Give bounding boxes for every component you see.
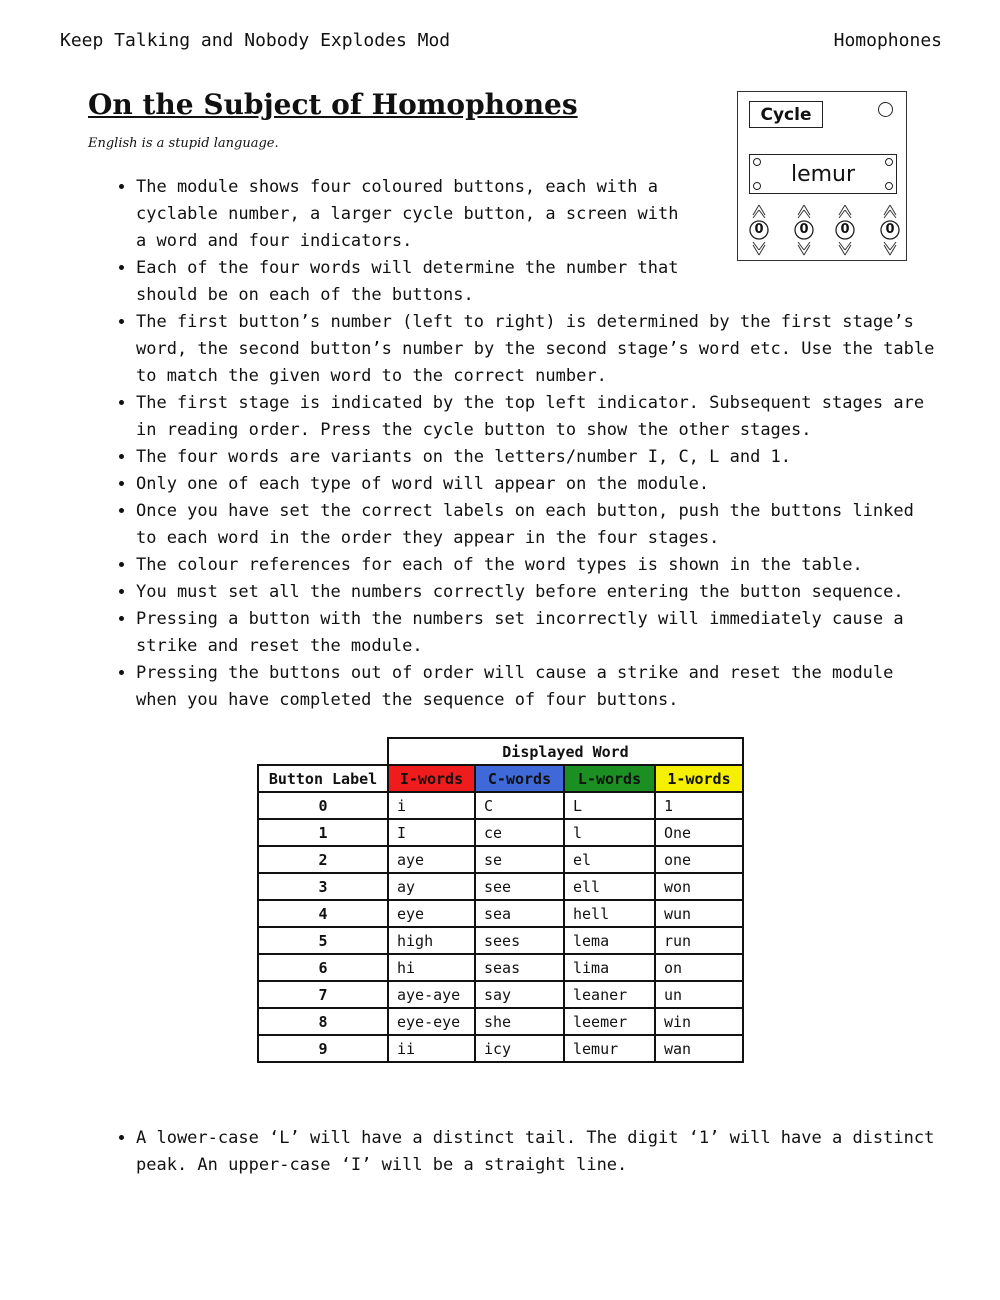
- page-title: On the Subject of Homophones: [88, 88, 578, 121]
- word-cell: on: [655, 954, 743, 981]
- word-cell: leaner: [564, 981, 655, 1008]
- table-row: [258, 981, 743, 1008]
- button-number: 0: [799, 222, 809, 237]
- word-cell: un: [655, 981, 743, 1008]
- button-label-cell: 8: [258, 1008, 388, 1035]
- stage-indicator-icon: [885, 158, 893, 166]
- word-cell: see: [475, 873, 564, 900]
- word-cell: hell: [564, 900, 655, 927]
- word-cell: run: [655, 927, 743, 954]
- button-label-cell: 9: [258, 1035, 388, 1062]
- rules-list: [118, 174, 936, 714]
- rule-item: • You must set all the numbers correctly before entering the button sequence.: [136, 579, 936, 606]
- rule-item: • Pressing the buttons out of order will cause a strike and reset the module when you have completed the sequence of four buttons.: [136, 660, 936, 714]
- word-cell: icy: [475, 1035, 564, 1062]
- word-cell: sea: [475, 900, 564, 927]
- button-label-cell: 3: [258, 873, 388, 900]
- rule-item: • The colour references for each of the word types is shown in the table.: [136, 552, 936, 579]
- word-cell: say: [475, 981, 564, 1008]
- table-corner: [258, 738, 388, 765]
- homophones-table: [257, 737, 744, 1063]
- stage-led-icon: [878, 102, 893, 117]
- button-number: 0: [754, 222, 764, 237]
- word-cell: se: [475, 846, 564, 873]
- footnote-list: [118, 1125, 936, 1179]
- word-cell: ii: [388, 1035, 475, 1062]
- word-cell: aye-aye: [388, 981, 475, 1008]
- i-words-header: I-words: [388, 765, 475, 792]
- word-cell: ay: [388, 873, 475, 900]
- screen-word: lemur: [790, 161, 856, 187]
- table-row: [258, 846, 743, 873]
- word-cell: sees: [475, 927, 564, 954]
- table-body: [258, 792, 743, 1062]
- word-cell: wan: [655, 1035, 743, 1062]
- word-cell: lema: [564, 927, 655, 954]
- l-words-header: L-words: [564, 765, 655, 792]
- c-words-header: C-words: [475, 765, 564, 792]
- flavor-text: English is a stupid language.: [88, 136, 279, 151]
- cycle-button: Cycle: [749, 101, 823, 128]
- table-row: [258, 819, 743, 846]
- one-words-header: 1-words: [655, 765, 743, 792]
- rule-item: • The module shows four coloured buttons, each with a cyclable number, a larger cycle button, a screen with a word and four indicators.: [136, 174, 696, 255]
- button-label-header: Button Label: [258, 765, 388, 792]
- header-module-name: Homophones: [833, 30, 942, 51]
- word-cell: leemer: [564, 1008, 655, 1035]
- word-cell: aye: [388, 846, 475, 873]
- word-cell: i: [388, 792, 475, 819]
- header-mod-name: Keep Talking and Nobody Explodes Mod: [60, 30, 451, 51]
- word-cell: el: [564, 846, 655, 873]
- word-cell: eye-eye: [388, 1008, 475, 1035]
- button-label-cell: 0: [258, 792, 388, 819]
- button-number: 0: [885, 222, 895, 237]
- rule-item: • Each of the four words will determine the number that should be on each of the buttons.: [136, 255, 696, 309]
- word-cell: I: [388, 819, 475, 846]
- word-cell: eye: [388, 900, 475, 927]
- word-cell: l: [564, 819, 655, 846]
- word-cell: 1: [655, 792, 743, 819]
- table-row: [258, 1008, 743, 1035]
- button-number: 0: [840, 222, 850, 237]
- table-row: [258, 954, 743, 981]
- table-row: [258, 1035, 743, 1062]
- button-label-cell: 6: [258, 954, 388, 981]
- footnote-item: • A lower-case ‘L’ will have a distinct tail. The digit ‘1’ will have a distinct peak. An upper-case ‘I’ will be a straight line.: [136, 1125, 936, 1179]
- rule-item: • Pressing a button with the numbers set incorrectly will immediately cause a strike and reset the module.: [136, 606, 936, 660]
- rule-item: • The four words are variants on the letters/number I, C, L and 1.: [136, 444, 936, 471]
- word-cell: one: [655, 846, 743, 873]
- word-cell: C: [475, 792, 564, 819]
- word-cell: lemur: [564, 1035, 655, 1062]
- rule-item: • The first stage is indicated by the top left indicator. Subsequent stages are in reading order. Press the cycle button to show the other stages.: [136, 390, 936, 444]
- word-cell: L: [564, 792, 655, 819]
- word-cell: wun: [655, 900, 743, 927]
- word-cell: lima: [564, 954, 655, 981]
- word-cell: seas: [475, 954, 564, 981]
- word-cell: ce: [475, 819, 564, 846]
- rule-item: • The first button’s number (left to right) is determined by the first stage’s word, the second button’s number by the second stage’s word etc. Use the table to match the given word to the correct number.: [136, 309, 936, 390]
- button-label-cell: 5: [258, 927, 388, 954]
- word-cell: win: [655, 1008, 743, 1035]
- displayed-word-header: Displayed Word: [388, 738, 743, 765]
- table-row: [258, 792, 743, 819]
- table-row: [258, 927, 743, 954]
- button-label-cell: 4: [258, 900, 388, 927]
- table-row: [258, 900, 743, 927]
- word-cell: hi: [388, 954, 475, 981]
- rule-item: • Once you have set the correct labels on each button, push the buttons linked to each word in the order they appear in the four stages.: [136, 498, 936, 552]
- button-label-cell: 7: [258, 981, 388, 1008]
- table-row: [258, 873, 743, 900]
- button-label-cell: 1: [258, 819, 388, 846]
- word-cell: ell: [564, 873, 655, 900]
- word-cell: won: [655, 873, 743, 900]
- word-cell: high: [388, 927, 475, 954]
- word-cell: One: [655, 819, 743, 846]
- word-cell: she: [475, 1008, 564, 1035]
- rule-item: • Only one of each type of word will appear on the module.: [136, 471, 936, 498]
- button-label-cell: 2: [258, 846, 388, 873]
- stage-indicator-icon: [753, 158, 761, 166]
